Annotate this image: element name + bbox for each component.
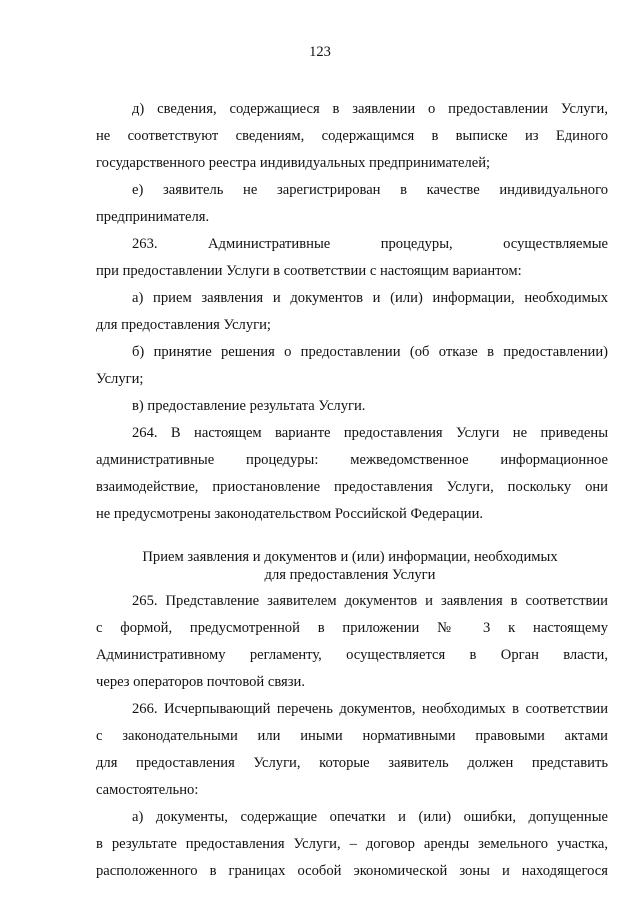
- text-line: не соответствуют сведениям, содержащимся в выписке из Единого: [96, 128, 608, 144]
- text-line: с формой, предусмотренной в приложении № 3 к настоящему: [96, 620, 608, 636]
- text-line: 264. В настоящем варианте предоставления Услуги не приведены: [132, 425, 608, 441]
- section-heading: для предоставления Услуги: [264, 567, 436, 583]
- text-line: а) прием заявления и документов и (или) информации, необходимых: [132, 290, 608, 306]
- text-line: 265. Представление заявителем документов и заявления в соответствии: [132, 593, 608, 609]
- text-line: при предоставлении Услуги в соответствии с настоящим вариантом:: [96, 263, 522, 279]
- text-line: а) документы, содержащие опечатки и (или) ошибки, допущенные: [132, 809, 608, 825]
- text-line: расположенного в границах особой экономической зоны и находящегося: [96, 863, 608, 879]
- text-line: Административному регламенту, осуществляется в Орган власти,: [96, 647, 608, 663]
- text-line: административные процедуры: межведомственное информационное: [96, 452, 608, 468]
- page-number: 123: [309, 44, 331, 60]
- section-heading: Прием заявления и документов и (или) информации, необходимых: [142, 549, 558, 565]
- text-line: не предусмотрены законодательством Российской Федерации.: [96, 506, 484, 522]
- text-line: 266. Исчерпывающий перечень документов, необходимых в соответствии: [132, 701, 608, 717]
- text-line: Услуги;: [96, 371, 144, 387]
- text-line: для предоставления Услуги, которые заявитель должен представить: [96, 755, 608, 771]
- text-line: в) предоставление результата Услуги.: [132, 398, 366, 414]
- text-line: через операторов почтовой связи.: [96, 674, 305, 690]
- text-line: предпринимателя.: [96, 209, 210, 225]
- text-line: государственного реестра индивидуальных предпринимателей;: [96, 155, 491, 171]
- text-line: в результате предоставления Услуги, – договор аренды земельного участка,: [96, 836, 608, 852]
- text-line: самостоятельно:: [96, 782, 199, 798]
- text-line: взаимодействие, приостановление предоставления Услуги, поскольку они: [96, 479, 608, 495]
- text-line: б) принятие решения о предоставлении (об отказе в предоставлении): [132, 344, 608, 360]
- text-line: е) заявитель не зарегистрирован в качестве индивидуального: [132, 182, 608, 198]
- text-line: с законодательными или иными нормативными правовыми актами: [96, 728, 608, 744]
- text-line: д) сведения, содержащиеся в заявлении о предоставлении Услуги,: [132, 101, 608, 117]
- text-line: для предоставления Услуги;: [96, 317, 271, 333]
- text-line: 263. Административные процедуры, осуществляемые: [132, 236, 608, 252]
